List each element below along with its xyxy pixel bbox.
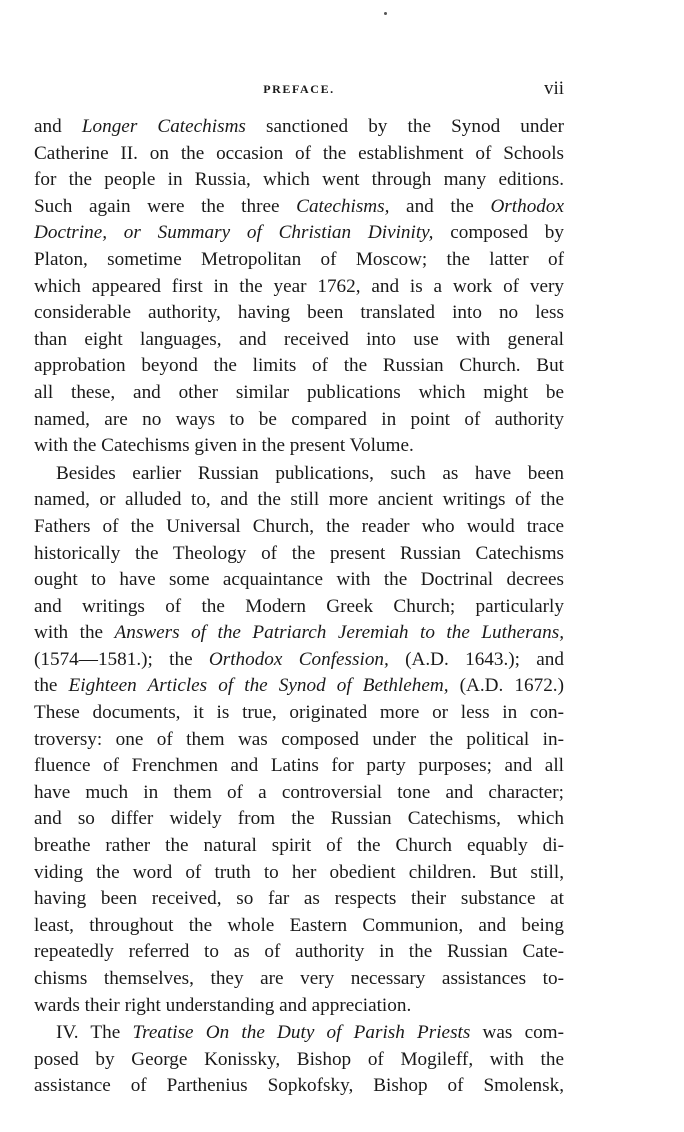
text-run: posed by George Konissky, Bishop of Mogileff, with the	[34, 1048, 564, 1070]
text-run: and	[34, 116, 82, 137]
text-run: ought to have some acquaintance with the Doctrinal decrees	[34, 569, 564, 591]
italic-run: Catechisms,	[296, 195, 390, 217]
text-run: (A.D. 1672.)	[448, 675, 564, 697]
text-line	[34, 780, 564, 807]
text-line	[34, 886, 564, 913]
text-run: breathe rather the natural spirit of the Church equably di-	[34, 835, 564, 857]
text-run: having been received, so far as respects their substance at	[34, 888, 564, 910]
text-run: Catherine II. on the occasion of the establishment of Schools	[34, 142, 564, 164]
text-line	[34, 620, 564, 647]
text-line	[34, 1047, 564, 1074]
text-line	[34, 700, 564, 727]
text-run: and writings of the Modern Greek Church; particularly	[34, 595, 564, 617]
text-line	[34, 327, 564, 354]
text-run: considerable authority, having been translated into no less	[34, 302, 564, 324]
body-text	[34, 114, 564, 1100]
text-line	[34, 727, 564, 754]
text-run: Such again were the three	[34, 195, 297, 217]
italic-run: Doctrine, or Summary of Christian Divinity,	[34, 222, 434, 244]
text-line	[34, 407, 564, 434]
text-run: repeatedly referred to as of authority in the Russian Cate-	[34, 941, 564, 963]
text-run: which appeared first in the year 1762, and is a work of very	[34, 275, 564, 297]
text-run: viding the word of truth to her obedient children. But still,	[34, 861, 564, 883]
text-run: approbation beyond the limits of the Russian Church. But	[34, 355, 564, 377]
italic-run: Answers of the Patriarch Jeremiah to the Lutherans,	[114, 622, 564, 644]
text-run: chisms themselves, they are very necessary assistances to-	[34, 968, 564, 989]
italic-run: Treatise On the Duty of Parish Priests	[132, 1022, 471, 1044]
text-line	[34, 487, 564, 514]
text-line	[34, 594, 564, 621]
text-run: (A.D. 1643.); and	[388, 648, 564, 670]
text-run: have much in them of a controversial tone and character;	[34, 781, 564, 803]
text-line	[34, 220, 564, 247]
italic-run: Orthodox Confession,	[208, 648, 389, 670]
text-run: named, are no ways to be compared in point of authority	[34, 408, 564, 430]
text-line	[34, 1020, 564, 1047]
text-line	[34, 833, 564, 860]
paper-speck	[384, 12, 387, 15]
text-line	[34, 514, 564, 541]
text-run: historically the Theology of the present Russian Catechisms	[34, 542, 564, 564]
text-run: These documents, it is true, originated more or less in con-	[34, 702, 564, 724]
text-line	[34, 433, 564, 460]
text-run: named, or alluded to, and the still more ancient writings of the	[34, 489, 564, 511]
text-line	[34, 114, 564, 141]
text-run: fluence of Frenchmen and Latins for party purposes; and all	[34, 755, 564, 777]
text-line	[34, 567, 564, 594]
text-line	[34, 993, 564, 1020]
text-line	[34, 647, 564, 674]
text-run: troversy: one of them was composed under the political in-	[34, 728, 564, 750]
text-run: all these, and other similar publications which might be	[34, 381, 564, 403]
text-line	[34, 966, 564, 993]
text-run: wards their right understanding and appreciation.	[34, 994, 412, 1016]
text-line	[34, 806, 564, 833]
italic-run: Longer Catechisms	[81, 116, 246, 137]
text-line	[34, 673, 564, 700]
text-line	[34, 194, 564, 221]
text-run: Fathers of the Universal Church, the reader who would trace	[34, 515, 564, 537]
text-run: for the people in Russia, which went through many editions.	[34, 169, 564, 191]
text-line	[34, 300, 564, 327]
text-line	[34, 753, 564, 780]
text-line	[34, 913, 564, 940]
text-run: composed by	[433, 222, 564, 244]
text-run: sanctioned by the Synod under	[245, 116, 564, 137]
text-line	[34, 541, 564, 568]
running-head: PREFACE.	[263, 82, 335, 96]
text-line	[34, 353, 564, 380]
text-line	[34, 167, 564, 194]
text-run: with the	[34, 622, 115, 644]
text-run: Platon, sometime Metropolitan of Moscow; the latter of	[34, 248, 564, 270]
text-run: (1574—1581.); the	[34, 648, 209, 670]
text-line	[34, 461, 564, 488]
text-line	[34, 1073, 564, 1100]
text-line	[34, 860, 564, 887]
text-line	[34, 141, 564, 168]
text-line	[34, 939, 564, 966]
page-number: vii	[543, 78, 564, 99]
text-run: and the	[389, 195, 491, 217]
text-run: and so differ widely from the Russian Catechisms, which	[34, 808, 564, 830]
text-run: the	[34, 675, 69, 697]
text-run: with the Catechisms given in the present Volume.	[34, 435, 414, 457]
text-run: assistance of Parthenius Sopkofsky, Bishop of Smolensk,	[34, 1075, 564, 1097]
text-line	[34, 274, 564, 301]
page-header	[34, 78, 564, 100]
italic-run: Orthodox	[490, 195, 564, 217]
text-run: was com-	[470, 1022, 564, 1044]
italic-run: Eighteen Articles of the Synod of Bethlehem,	[68, 675, 449, 697]
text-run: than eight languages, and received into use with general	[34, 328, 564, 350]
text-run: IV. The	[56, 1022, 133, 1044]
text-run: least, throughout the whole Eastern Communion, and being	[34, 914, 564, 936]
text-line	[34, 380, 564, 407]
text-run: Besides earlier Russian publications, such as have been	[56, 462, 564, 484]
text-line	[34, 247, 564, 274]
